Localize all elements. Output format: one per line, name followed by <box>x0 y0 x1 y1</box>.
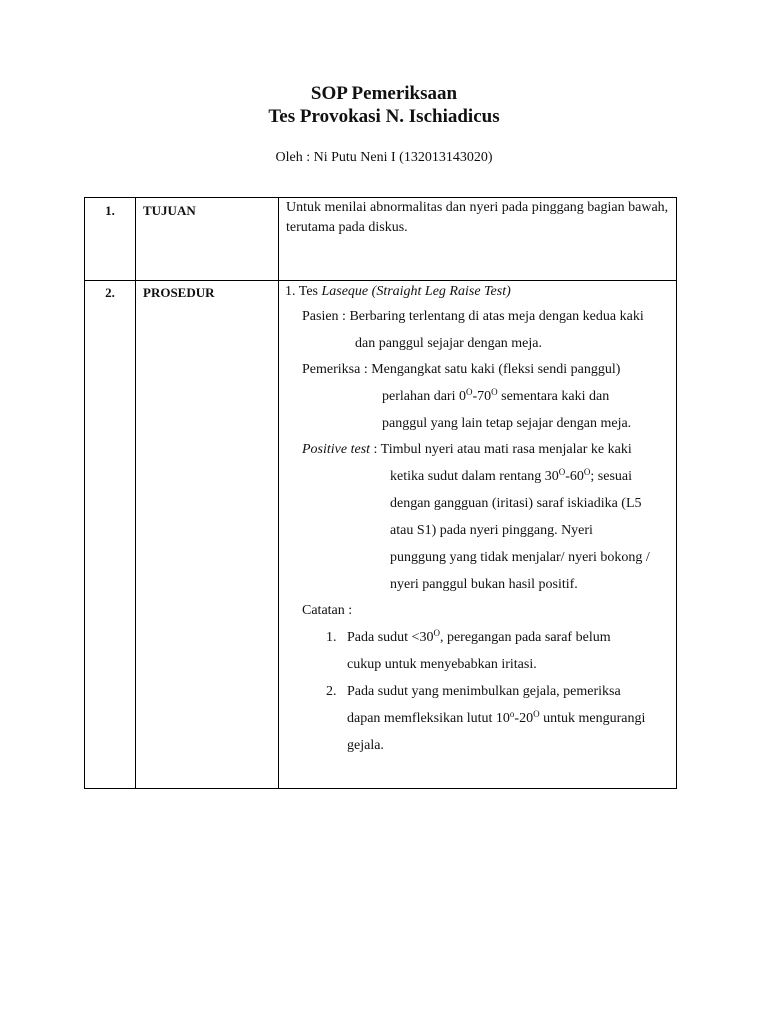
positive-line-5: punggung yang tidak menjalar/ nyeri bokong / <box>390 550 650 565</box>
text-segment: perlahan dari 0 <box>382 389 466 404</box>
row-number: 2. <box>105 285 115 300</box>
pasien-line: Pasien : Berbaring terlentang di atas meja dengan kedua kaki <box>302 309 644 324</box>
text-segment: Pada sudut <30 <box>347 630 434 645</box>
row-number: 1. <box>105 203 115 218</box>
test-name: Laseque <box>321 284 369 299</box>
row-heading-prosedur: PROSEDUR <box>143 285 215 300</box>
degree-superscript: O <box>533 709 540 719</box>
text-segment: -20 <box>514 711 534 726</box>
pemeriksa-range-line <box>382 388 609 406</box>
author-line: Oleh : Ni Putu Neni I (132013143020) <box>275 150 493 165</box>
degree-superscript: O <box>491 387 498 397</box>
row-heading-tujuan: TUJUAN <box>143 203 196 218</box>
text-segment: ketika sudut dalam rentang 30 <box>390 469 559 484</box>
note-2-range-line <box>347 710 645 728</box>
column-divider <box>135 198 136 788</box>
pemeriksa-continuation: panggul yang lain tetap sejajar dengan meja. <box>382 416 632 431</box>
positive-line-3: dengan gangguan (iritasi) saraf iskiadika (L5 <box>390 496 642 511</box>
text-segment: -60 <box>565 469 584 484</box>
text-segment: dapan memfleksikan lutut 10 <box>347 711 510 726</box>
positive-test-line <box>302 441 632 459</box>
note-2-line: Pada sudut yang menimbulkan gejala, pemeriksa <box>347 684 621 699</box>
positive-test-label: Positive test <box>302 442 371 457</box>
positive-range-line <box>390 468 632 486</box>
note-2-number: 2. <box>326 684 337 699</box>
text-segment: sementara kaki dan <box>497 389 610 404</box>
note-1-continuation: cukup untuk menyebabkan iritasi. <box>347 657 537 672</box>
text-segment: ; sesuai <box>590 469 633 484</box>
degree-superscript: O <box>465 387 473 397</box>
degree-superscript: o <box>509 709 515 719</box>
pasien-continuation: dan panggul sejajar dengan meja. <box>355 336 542 351</box>
test-name-en: (Straight Leg Raise Test) <box>371 284 511 299</box>
column-divider <box>278 198 279 788</box>
catatan-label: Catatan : <box>302 603 353 618</box>
text-segment: : Timbul nyeri atau mati rasa menjalar ke kaki <box>370 442 632 457</box>
note-1-number: 1. <box>326 630 337 645</box>
test-title <box>285 283 511 301</box>
document-title: SOP Pemeriksaan <box>310 83 458 104</box>
tujuan-content: Untuk menilai abnormalitas dan nyeri pada pinggang bagian bawah, terutama pada diskus. <box>286 200 669 235</box>
pemeriksa-line: Pemeriksa : Mengangkat satu kaki (fleksi sendi panggul) <box>302 362 621 377</box>
sop-table <box>84 197 677 789</box>
note-1-line <box>347 629 611 647</box>
document-subtitle: Tes Provokasi N. Ischiadicus <box>268 106 500 127</box>
text-segment: untuk mengurangi <box>539 711 646 726</box>
degree-superscript: O <box>583 467 591 477</box>
test-index: 1. Tes <box>285 284 318 299</box>
note-2-continuation: gejala. <box>347 738 384 753</box>
positive-line-6: nyeri panggul bukan hasil positif. <box>390 577 578 592</box>
text-segment: , peregangan pada saraf belum <box>439 630 611 645</box>
row-divider <box>85 280 676 281</box>
text-segment: -70 <box>472 389 492 404</box>
degree-superscript: O <box>433 628 440 638</box>
degree-superscript: O <box>558 467 566 477</box>
positive-line-4: atau S1) pada nyeri pinggang. Nyeri <box>390 523 593 538</box>
